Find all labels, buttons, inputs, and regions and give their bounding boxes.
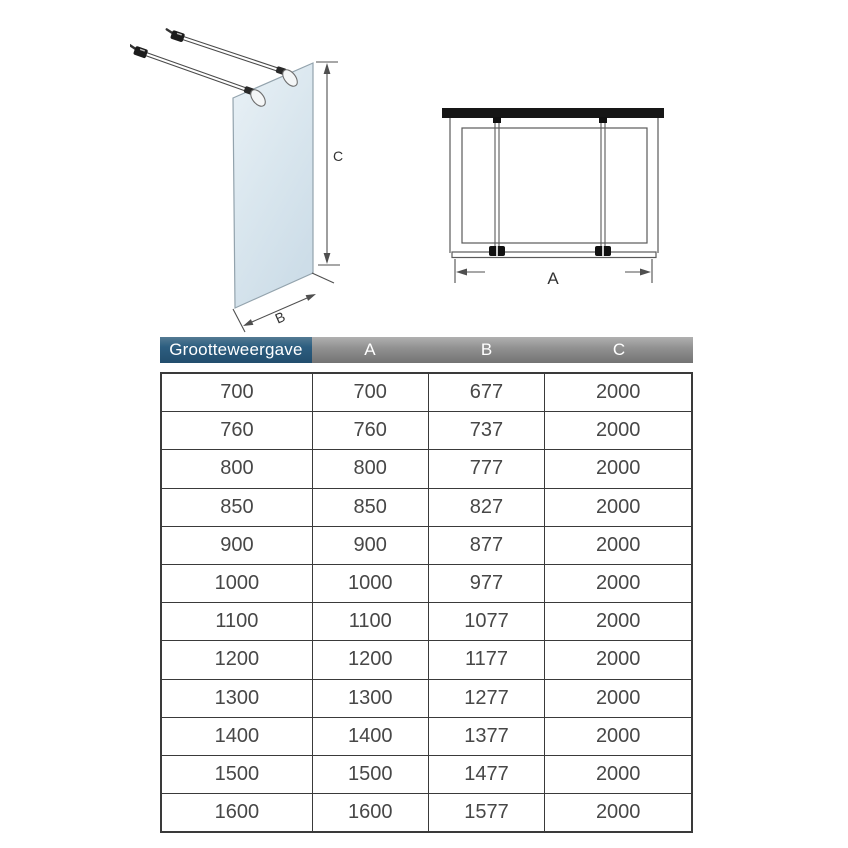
- arrowhead-b-left-icon: [243, 319, 253, 326]
- table-cell: 677: [428, 373, 545, 412]
- schematic-diagram: [435, 100, 670, 290]
- table-cell: 700: [161, 373, 312, 412]
- table-cell: 877: [428, 526, 545, 564]
- header-cell-a: A: [312, 337, 428, 363]
- table-cell: 1077: [428, 603, 545, 641]
- table-cell: 2000: [545, 641, 692, 679]
- table-row: [161, 526, 692, 564]
- table-cell: 1277: [428, 679, 545, 717]
- table-row: [161, 564, 692, 602]
- height-label: C: [333, 148, 344, 164]
- header-cell-size: Grootteweergave: [160, 337, 312, 363]
- support-rod-left: [495, 118, 499, 251]
- wall-profile: [442, 108, 664, 118]
- table-row: [161, 641, 692, 679]
- table-cell: 2000: [545, 412, 692, 450]
- table-cell: 2000: [545, 564, 692, 602]
- table-cell: 1100: [161, 603, 312, 641]
- table-row: [161, 603, 692, 641]
- table-cell: 2000: [545, 488, 692, 526]
- table-cell: 2000: [545, 794, 692, 833]
- header-cell-b: B: [428, 337, 545, 363]
- table-cell: 2000: [545, 717, 692, 755]
- arrowhead-a-right-icon: [640, 269, 651, 276]
- table-cell: 850: [161, 488, 312, 526]
- table-row: [161, 755, 692, 793]
- table-cell: 1500: [312, 755, 428, 793]
- table-cell: 1577: [428, 794, 545, 833]
- table-cell: 900: [161, 526, 312, 564]
- table-cell: 777: [428, 450, 545, 488]
- table-cell: 1400: [312, 717, 428, 755]
- table-row: [161, 450, 692, 488]
- header-cell-c: C: [545, 337, 693, 363]
- rod-top-fitting-left: [493, 117, 501, 123]
- table-row: [161, 717, 692, 755]
- outer-frame: [450, 118, 658, 253]
- table-row: [161, 488, 692, 526]
- table-cell: 1500: [161, 755, 312, 793]
- bottom-clamp-left: [489, 246, 505, 256]
- table-row: [161, 412, 692, 450]
- arrowhead-c-bottom-icon: [324, 253, 331, 264]
- table-cell: 2000: [545, 679, 692, 717]
- size-table: [160, 337, 693, 833]
- table-cell: 1600: [312, 794, 428, 833]
- table-cell: 800: [161, 450, 312, 488]
- size-table-body: [161, 373, 692, 832]
- size-table-grid: [160, 372, 693, 833]
- table-cell: 2000: [545, 603, 692, 641]
- table-cell: 827: [428, 488, 545, 526]
- arrowhead-c-top-icon: [324, 63, 331, 74]
- perspective-diagram: [130, 25, 350, 340]
- table-row: [161, 794, 692, 833]
- width-label: B: [272, 308, 288, 327]
- table-cell: 900: [312, 526, 428, 564]
- glass-panel-outline: [462, 128, 647, 243]
- table-cell: 1177: [428, 641, 545, 679]
- table-cell: 1300: [312, 679, 428, 717]
- table-cell: 1377: [428, 717, 545, 755]
- bottom-clamp-right: [595, 246, 611, 256]
- glass-panel: [233, 63, 313, 308]
- table-cell: 1000: [161, 564, 312, 602]
- table-cell: 800: [312, 450, 428, 488]
- table-cell: 760: [312, 412, 428, 450]
- size-table-header: [160, 337, 693, 363]
- table-cell: 1100: [312, 603, 428, 641]
- support-rod-right: [601, 118, 605, 251]
- table-cell: 1000: [312, 564, 428, 602]
- table-cell: 977: [428, 564, 545, 602]
- table-row: [161, 373, 692, 412]
- table-cell: 2000: [545, 373, 692, 412]
- table-cell: 1400: [161, 717, 312, 755]
- width-label-a: A: [547, 269, 559, 288]
- table-cell: 1200: [312, 641, 428, 679]
- rod-top-fitting-right: [599, 117, 607, 123]
- table-cell: 850: [312, 488, 428, 526]
- arrowhead-a-left-icon: [456, 269, 467, 276]
- wall-bracket-back: [164, 28, 185, 43]
- table-cell: 2000: [545, 526, 692, 564]
- table-row: [161, 679, 692, 717]
- table-cell: 737: [428, 412, 545, 450]
- table-cell: 760: [161, 412, 312, 450]
- wall-bracket-front: [130, 44, 148, 59]
- table-cell: 1600: [161, 794, 312, 833]
- table-cell: 1477: [428, 755, 545, 793]
- table-cell: 1300: [161, 679, 312, 717]
- arrowhead-b-right-icon: [306, 294, 316, 301]
- table-cell: 2000: [545, 755, 692, 793]
- table-cell: 700: [312, 373, 428, 412]
- table-cell: 2000: [545, 450, 692, 488]
- table-cell: 1200: [161, 641, 312, 679]
- bottom-profile: [452, 252, 656, 258]
- support-bar-back: [180, 36, 286, 74]
